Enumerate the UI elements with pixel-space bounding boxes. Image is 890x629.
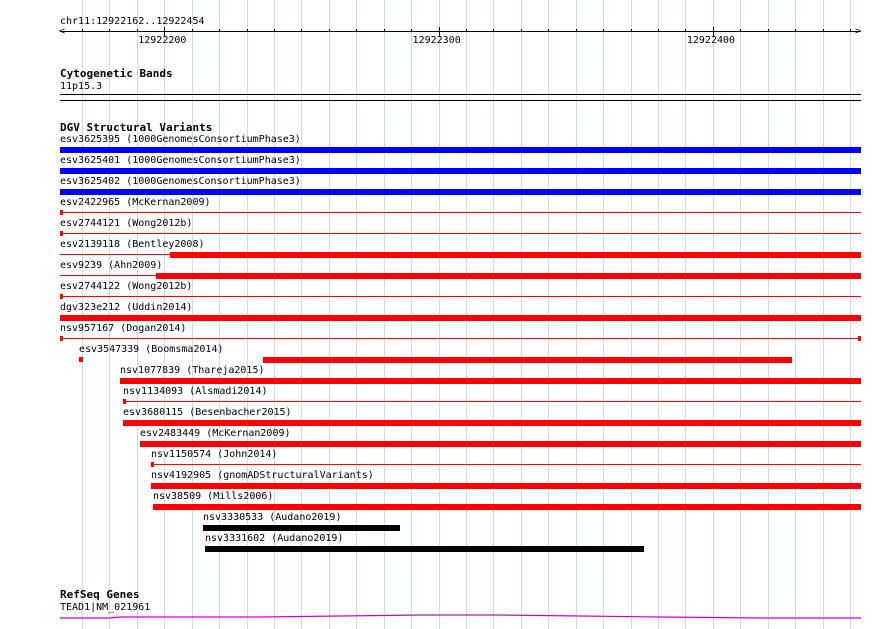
ruler-tick (493, 29, 494, 32)
ruler-tick (82, 29, 83, 32)
ruler-tick (274, 29, 275, 32)
ruler-tick (109, 29, 110, 32)
ruler-label: 12922200 (138, 35, 187, 46)
ruler-tick (466, 29, 467, 32)
dgv-feature-bar[interactable] (60, 315, 861, 321)
dgv-feature-start-mark[interactable] (60, 294, 63, 299)
dgv-feature-bar[interactable] (60, 147, 861, 153)
refseq-gene-label[interactable]: TEAD1|NM_021961 (60, 602, 151, 613)
dgv-feature-bar[interactable] (263, 357, 792, 363)
ruler-tick (685, 29, 686, 32)
ruler-tick (247, 29, 248, 32)
dgv-feature-line[interactable] (123, 401, 861, 402)
ruler-tick (823, 29, 824, 32)
ruler-tick (219, 29, 220, 32)
cytoband-line-top (60, 94, 861, 95)
ruler-tick (603, 29, 604, 32)
dgv-feature-line[interactable] (60, 338, 861, 339)
dgv-feature-bar[interactable] (203, 525, 400, 531)
dgv-feature-bar[interactable] (60, 168, 861, 174)
dgv-feature-start-mark[interactable] (60, 210, 63, 215)
dgv-feature-label[interactable]: nsv1150574 (John2014) (151, 449, 278, 460)
dgv-feature-bar[interactable] (153, 504, 861, 510)
dgv-feature-line[interactable] (151, 464, 861, 465)
dgv-feature-label[interactable]: nsv4192905 (gnomADStructuralVariants) (151, 470, 374, 481)
dgv-feature-end-cap[interactable] (858, 336, 861, 341)
ruler-label: 12922400 (686, 35, 736, 46)
dgv-feature-label[interactable]: esv3625402 (1000GenomesConsortiumPhase3) (60, 176, 301, 187)
dgv-feature-label[interactable]: esv3547339 (Boomsma2014) (79, 344, 224, 355)
dgv-feature-bar[interactable] (170, 252, 861, 258)
ruler-tick (768, 29, 769, 32)
ruler-label: 12922300 (412, 35, 461, 46)
dgv-feature-start-cap[interactable] (79, 357, 83, 362)
dgv-feature-label[interactable]: dgv323e212 (Uddin2014) (60, 302, 193, 313)
dgv-feature-start-mark[interactable] (123, 399, 126, 404)
ruler-tick (329, 29, 330, 32)
dgv-feature-label[interactable]: nsv38509 (Mills2006) (153, 491, 274, 502)
dgv-feature-bar[interactable] (140, 441, 861, 447)
dgv-feature-bar[interactable] (156, 273, 861, 279)
dgv-feature-label[interactable]: esv2422965 (McKernan2009) (60, 197, 211, 208)
dgv-feature-label[interactable]: esv3625401 (1000GenomesConsortiumPhase3) (60, 155, 301, 166)
dgv-feature-line[interactable] (60, 233, 861, 234)
dgv-feature-label[interactable]: esv3625395 (1000GenomesConsortiumPhase3) (60, 134, 301, 145)
dgv-feature-start-cap[interactable] (60, 336, 63, 341)
dgv-feature-start-mark[interactable] (151, 462, 154, 467)
dgv-feature-label[interactable]: nsv3331602 (Audano2019) (205, 533, 344, 544)
cytoband-line-bottom (60, 100, 861, 101)
location-label: chr11:12922162..12922454 (60, 16, 205, 27)
ruler-tick (850, 29, 851, 32)
ruler-tick (301, 29, 302, 32)
dgv-feature-label[interactable]: nsv3330533 (Audano2019) (203, 512, 342, 523)
dgv-feature-label[interactable]: nsv1077839 (Thareja2015) (120, 365, 265, 376)
dgv-feature-bar[interactable] (123, 420, 861, 426)
dgv-feature-label[interactable]: esv2483449 (McKernan2009) (140, 428, 291, 439)
ruler-tick (521, 29, 522, 32)
dgv-feature-line[interactable] (60, 212, 861, 213)
ruler-tick (411, 29, 412, 32)
refseq-gene-line (60, 615, 861, 618)
refseq-track-title[interactable]: RefSeq Genes (60, 588, 140, 601)
dgv-feature-label[interactable]: esv2744122 (Wong2012b) (60, 281, 193, 292)
dgv-feature-start-mark[interactable] (60, 231, 63, 236)
ruler-tick (795, 29, 796, 32)
cytoband-track-title[interactable]: Cytogenetic Bands (60, 67, 173, 80)
ruler-tick (631, 29, 632, 32)
dgv-feature-bar[interactable] (205, 546, 644, 552)
cytoband-label: 11p15.3 (60, 81, 103, 92)
ruler-tick (658, 29, 659, 32)
ruler-tick (192, 29, 193, 32)
ruler-tick (356, 29, 357, 32)
dgv-track-title[interactable]: DGV Structural Variants (60, 121, 213, 134)
ruler-tick (548, 29, 549, 32)
dgv-feature-bar[interactable] (151, 483, 861, 489)
dgv-feature-bar[interactable] (120, 378, 861, 384)
dgv-feature-label[interactable]: esv2139118 (Bentley2008) (60, 239, 205, 250)
refseq-gene-model[interactable] (60, 606, 861, 626)
dgv-feature-label[interactable]: esv9239 (Ahn2009) (60, 260, 163, 271)
dgv-feature-bar[interactable] (60, 189, 861, 195)
dgv-feature-label[interactable]: nsv957167 (Dogan2014) (60, 323, 187, 334)
ruler-tick (137, 29, 138, 32)
dgv-feature-label[interactable]: esv2744121 (Wong2012b) (60, 218, 193, 229)
dgv-feature-label[interactable]: nsv1134093 (Alsmadi2014) (123, 386, 268, 397)
dgv-feature-line[interactable] (60, 296, 861, 297)
dgv-feature-label[interactable]: esv3680115 (Besenbacher2015) (123, 407, 292, 418)
ruler-tick (576, 29, 577, 32)
ruler-tick (740, 29, 741, 32)
ruler-tick (384, 29, 385, 32)
